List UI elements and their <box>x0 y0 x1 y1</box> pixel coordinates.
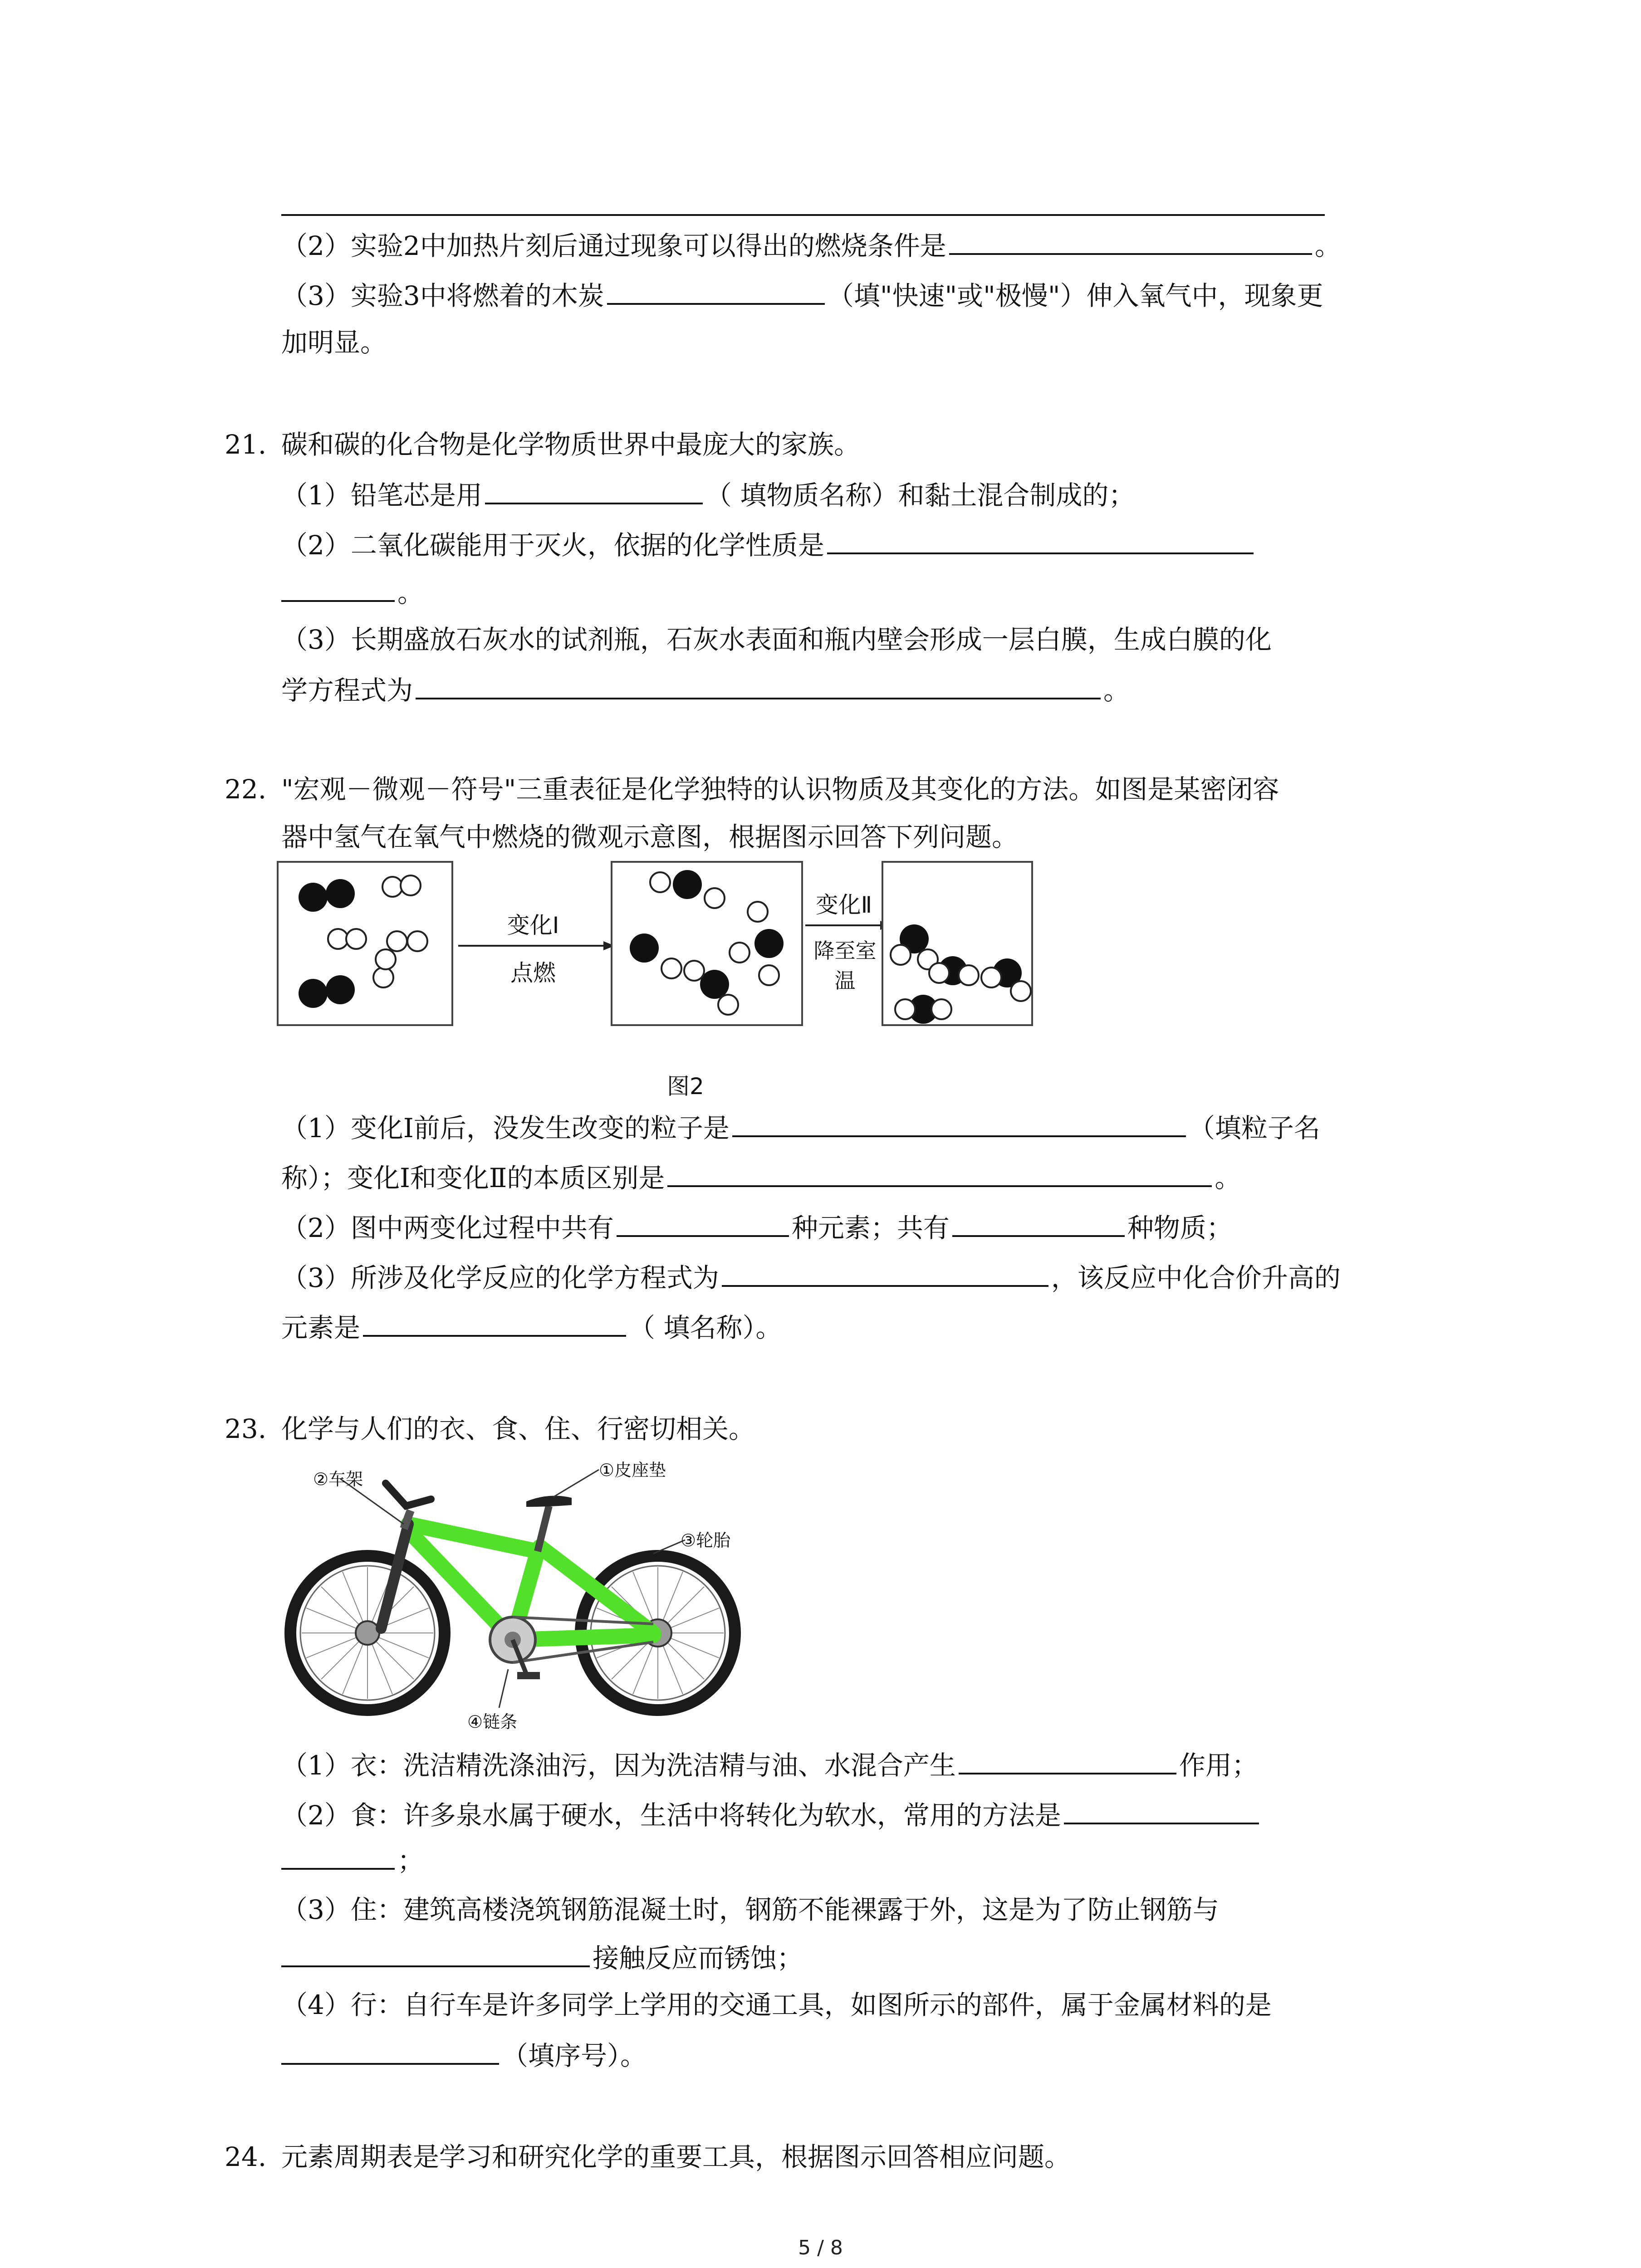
figure-caption: 图2 <box>667 1073 704 1100</box>
answer-blank[interactable] <box>952 1209 1125 1237</box>
answer-blank[interactable] <box>363 1309 626 1337</box>
answer-blank[interactable] <box>281 1939 590 1967</box>
q21-part1: （1）铅笔芯是用 （ 填物质名称）和黏土混合制成的； <box>281 476 1135 513</box>
hydrogen-atom <box>931 999 951 1019</box>
question-number: 24. <box>225 2141 267 2172</box>
q21-stem: 碳和碳的化合物是化学物质世界中最庞大的家族。 <box>281 429 861 460</box>
page-number: 5 / 8 <box>798 2236 843 2259</box>
arrow2-label-top: 变化Ⅱ <box>815 892 872 918</box>
hydrogen-atom <box>981 968 1001 987</box>
hydrogen-atom <box>895 999 915 1019</box>
answer-blank[interactable] <box>281 1842 395 1870</box>
answer-blank[interactable] <box>959 1746 1176 1774</box>
hydrogen-atom <box>346 929 366 949</box>
q20-part3: （3）实验3中将燃着的木炭 （填"快速"或"极慢"）伸入氧气中，现象更 <box>281 277 1323 314</box>
q22-part3-cont: 元素是 （ 填名称）。 <box>281 1309 782 1346</box>
oxygen-atom <box>299 883 328 912</box>
oxygen-atom <box>299 979 328 1008</box>
arrow2-label-bottom: 降至室温 <box>813 938 877 993</box>
answer-blank[interactable] <box>667 1159 1212 1187</box>
hydrogen-atom <box>929 963 949 983</box>
answer-blank[interactable] <box>732 1109 1186 1137</box>
label-chain: ④链条 <box>467 1712 518 1732</box>
label-tire: ③轮胎 <box>681 1530 731 1550</box>
question-number: 23. <box>225 1413 267 1444</box>
answer-blank[interactable] <box>416 671 1101 699</box>
bicycle-figure <box>281 1456 744 1737</box>
q22-part1: （1）变化Ⅰ前后，没发生改变的粒子是 （填粒子名 <box>281 1109 1320 1146</box>
q23-part2: （2）食：许多泉水属于硬水，生活中将转化为软水，常用的方法是 <box>281 1796 1262 1833</box>
answer-blank[interactable] <box>281 2037 499 2065</box>
hydrogen-atom <box>650 872 670 892</box>
hydrogen-atom <box>328 929 348 949</box>
answer-blank[interactable] <box>949 227 1312 255</box>
hydrogen-atom <box>891 945 911 965</box>
q23-stem: 化学与人们的衣、食、住、行密切相关。 <box>281 1413 755 1444</box>
oxygen-atom <box>326 975 355 1004</box>
q24-stem: 元素周期表是学习和研究化学的重要工具，根据图示回答相应问题。 <box>281 2141 1071 2172</box>
oxygen-atom <box>326 879 355 908</box>
q22-part2: （2）图中两变化过程中共有 种元素；共有 种物质； <box>281 1209 1233 1246</box>
answer-blank[interactable] <box>281 574 395 602</box>
q23-part2-cont: ； <box>281 1842 424 1879</box>
hydrogen-atom <box>759 965 779 985</box>
q23-part4-cont: （填序号）。 <box>281 2037 647 2074</box>
hydrogen-atom <box>1011 981 1031 1001</box>
hydrogen-atom <box>661 958 681 978</box>
oxygen-atom <box>630 934 659 963</box>
hydrogen-atom <box>959 965 979 985</box>
answer-blank[interactable] <box>607 277 825 305</box>
answer-blank[interactable] <box>1064 1796 1259 1824</box>
q21-part2: （2）二氧化碳能用于灭火，依据的化学性质是 <box>281 526 1256 563</box>
hydrogen-atom <box>748 902 768 922</box>
hydrogen-atom <box>387 931 407 951</box>
q21-part3: （3）长期盛放石灰水的试剂瓶，石灰水表面和瓶内壁会形成一层白膜，生成白膜的化 <box>281 624 1272 655</box>
answer-blank[interactable] <box>722 1259 1048 1287</box>
q23-part3-cont: 接触反应而锈蚀； <box>281 1939 803 1976</box>
molecule-boxes <box>277 857 1043 1039</box>
hydrogen-atom <box>373 968 393 987</box>
question-number: 21. <box>225 429 267 460</box>
question-number: 22. <box>225 774 267 805</box>
hydrogen-atom <box>730 943 749 963</box>
q22-stem-line2: 器中氢气在氧气中燃烧的微观示意图，根据图示回答下列问题。 <box>281 821 1019 852</box>
arrow1-label-top: 变化Ⅰ <box>507 912 559 938</box>
q22-part1-cont: 称）；变化Ⅰ和变化Ⅱ的本质区别是 。 <box>281 1159 1241 1196</box>
q23-part3: （3）住：建筑高楼浇筑钢筋混凝土时，钢筋不能裸露于外，这是为了防止钢筋与 <box>281 1894 1219 1925</box>
q20-part3-cont: 加明显。 <box>281 327 387 358</box>
oxygen-atom <box>673 870 702 899</box>
q23-part1: （1）衣：洗洁精洗涤油污，因为洗洁精与油、水混合产生 作用； <box>281 1746 1258 1784</box>
q21-part2-cont: 。 <box>281 574 424 611</box>
arrow1-label-bottom: 点燃 <box>510 960 556 986</box>
label-seat: ①皮座垫 <box>599 1460 666 1480</box>
hydrogen-atom <box>376 949 396 969</box>
q21-part3-cont: 学方程式为 。 <box>281 671 1130 709</box>
answer-line <box>281 214 1325 216</box>
q22-stem-line1: "宏观－微观－符号"三重表征是化学独特的认识物质及其变化的方法。如图是某密闭容 <box>281 774 1279 805</box>
hydrogen-atom <box>382 877 402 897</box>
q22-part3: （3）所涉及化学反应的化学方程式为 ，该反应中化合价升高的 <box>281 1259 1341 1296</box>
hydrogen-atom <box>401 875 421 895</box>
hydrogen-atom <box>407 931 427 951</box>
q23-part4: （4）行：自行车是许多同学上学用的交通工具，如图所示的部件，属于金属材料的是 <box>281 1989 1272 2020</box>
answer-blank[interactable] <box>827 526 1254 554</box>
q20-part2: （2）实验2中加热片刻后通过现象可以得出的燃烧条件是 。 <box>281 227 1341 264</box>
label-frame: ②车架 <box>313 1469 363 1489</box>
hydrogen-atom <box>705 888 725 908</box>
hydrogen-atom <box>718 995 738 1015</box>
bicycle-drawing <box>281 1456 744 1737</box>
answer-blank[interactable] <box>485 476 703 504</box>
answer-blank[interactable] <box>617 1209 789 1237</box>
hydrogen-atom <box>684 961 704 981</box>
oxygen-atom <box>754 929 784 958</box>
reaction-diagram <box>277 857 1043 1039</box>
